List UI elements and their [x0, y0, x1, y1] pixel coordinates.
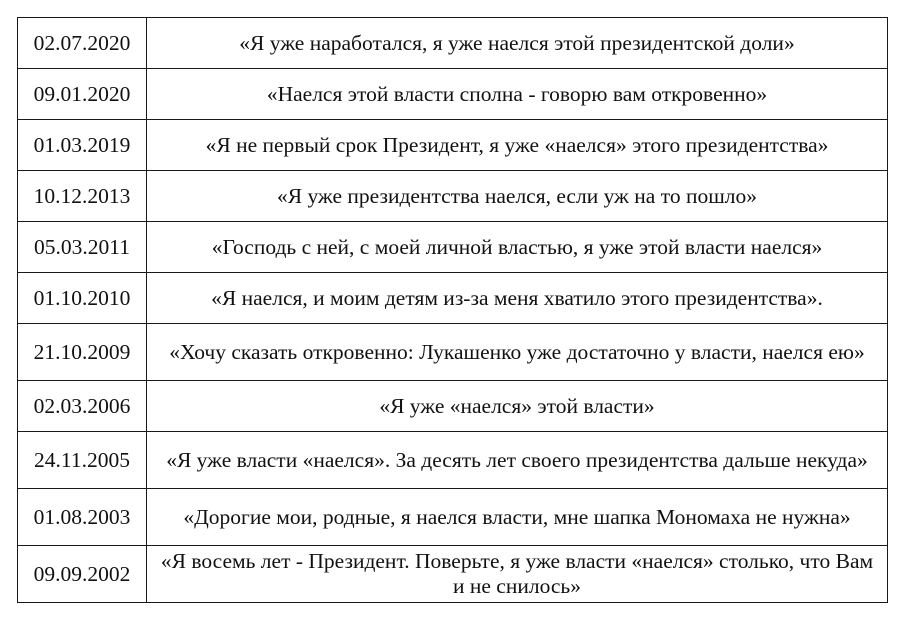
date-cell: 21.10.2009 — [18, 324, 147, 381]
table-row — [18, 324, 888, 381]
quote-cell: «Я не первый срок Президент, я уже «наелся» этого президентства» — [147, 120, 888, 171]
quote-cell: «Хочу сказать откровенно: Лукашенко уже достаточно у власти, наелся ею» — [147, 324, 888, 381]
table-row — [18, 273, 888, 324]
table-row — [18, 432, 888, 489]
date-cell: 02.07.2020 — [18, 18, 147, 69]
quote-cell: «Я восемь лет - Президент. Поверьте, я уже власти «наелся» столько, что Вам и не снилось» — [147, 546, 888, 603]
table-row — [18, 18, 888, 69]
quote-cell: «Господь с ней, с моей личной властью, я уже этой власти наелся» — [147, 222, 888, 273]
date-cell: 05.03.2011 — [18, 222, 147, 273]
quote-cell: «Я уже власти «наелся». За десять лет своего президентства дальше некуда» — [147, 432, 888, 489]
date-cell: 02.03.2006 — [18, 381, 147, 432]
date-cell: 01.08.2003 — [18, 489, 147, 546]
table-row — [18, 69, 888, 120]
table-row — [18, 381, 888, 432]
table-row — [18, 171, 888, 222]
table-row — [18, 546, 888, 603]
date-cell: 24.11.2005 — [18, 432, 147, 489]
table-row — [18, 222, 888, 273]
quote-cell: «Я уже президентства наелся, если уж на то пошло» — [147, 171, 888, 222]
date-cell: 09.09.2002 — [18, 546, 147, 603]
quote-cell: «Наелся этой власти сполна - говорю вам откровенно» — [147, 69, 888, 120]
quote-cell: «Я наелся, и моим детям из-за меня хватило этого президентства». — [147, 273, 888, 324]
table-row — [18, 489, 888, 546]
date-cell: 09.01.2020 — [18, 69, 147, 120]
date-cell: 01.03.2019 — [18, 120, 147, 171]
date-cell: 10.12.2013 — [18, 171, 147, 222]
quote-cell: «Я уже «наелся» этой власти» — [147, 381, 888, 432]
date-cell: 01.10.2010 — [18, 273, 147, 324]
quote-cell: «Я уже наработался, я уже наелся этой президентской доли» — [147, 18, 888, 69]
table-row — [18, 120, 888, 171]
quotes-table — [17, 17, 888, 603]
quote-cell: «Дорогие мои, родные, я наелся власти, мне шапка Мономаха не нужна» — [147, 489, 888, 546]
